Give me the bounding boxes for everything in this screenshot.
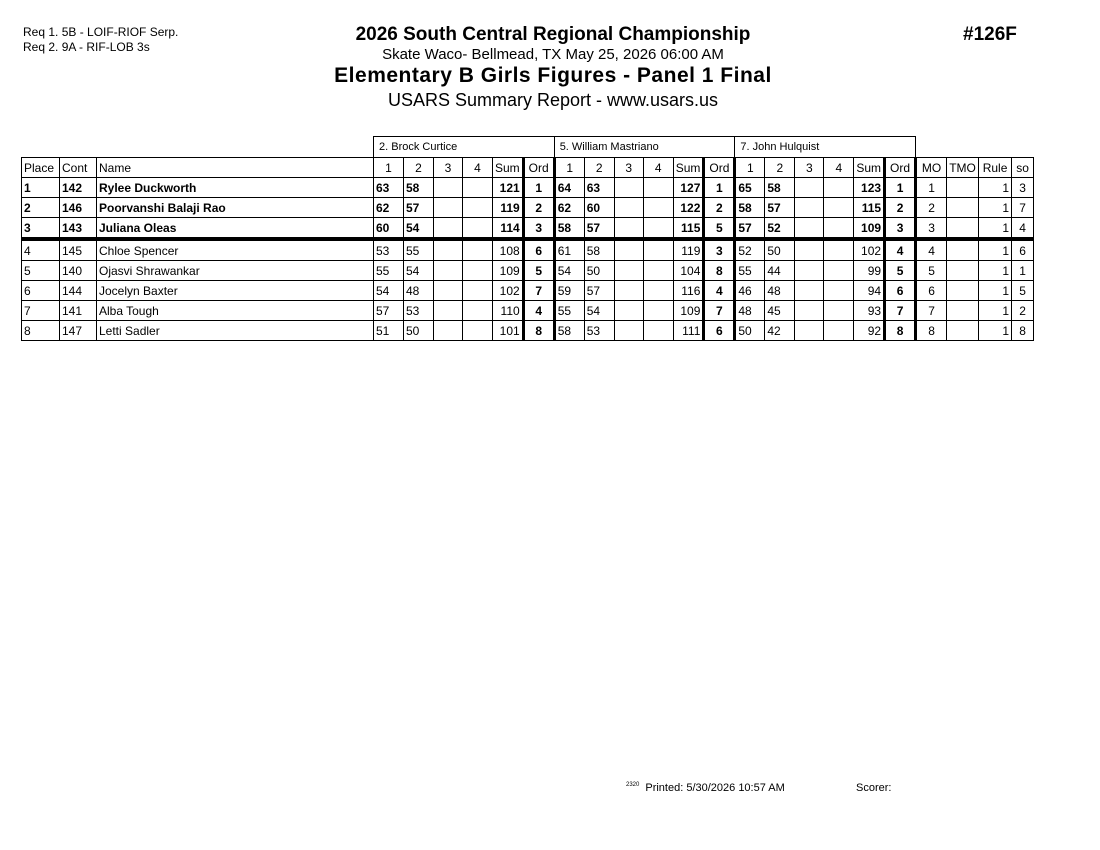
sum-cell: 104 xyxy=(673,261,704,281)
sum-cell: 109 xyxy=(673,301,704,321)
mark-cell xyxy=(643,218,673,240)
so-cell: 6 xyxy=(1012,239,1034,261)
place-cell: 7 xyxy=(22,301,60,321)
mo-cell: 8 xyxy=(916,321,947,341)
mark-cell xyxy=(795,218,824,240)
mark-cell: 55 xyxy=(374,261,404,281)
mark-cell: 61 xyxy=(554,239,584,261)
mo-cell: 3 xyxy=(916,218,947,240)
col-header-mark-3: 3 xyxy=(795,158,824,178)
table-row xyxy=(22,301,1034,321)
judge-row xyxy=(22,137,1034,158)
col-header-mo: MO xyxy=(916,158,947,178)
judge-2-name: 5. William Mastriano xyxy=(554,137,735,158)
rule-cell: 1 xyxy=(979,198,1012,218)
sum-cell: 115 xyxy=(854,198,885,218)
mark-cell xyxy=(614,281,643,301)
so-cell: 4 xyxy=(1012,218,1034,240)
mark-cell xyxy=(434,178,463,198)
ord-cell: 1 xyxy=(704,178,735,198)
col-header-ord: Ord xyxy=(885,158,916,178)
mark-cell: 58 xyxy=(735,198,765,218)
col-header-sum: Sum xyxy=(493,158,524,178)
report-title: USARS Summary Report - www.usars.us xyxy=(387,90,719,110)
mo-cell: 4 xyxy=(916,239,947,261)
table-row xyxy=(22,239,1034,261)
mark-cell: 55 xyxy=(554,301,584,321)
mark-cell: 58 xyxy=(404,178,434,198)
mark-cell xyxy=(824,301,854,321)
mark-cell xyxy=(795,239,824,261)
name-cell: Letti Sadler xyxy=(97,321,374,341)
place-cell: 1 xyxy=(22,178,60,198)
mo-cell: 1 xyxy=(916,178,947,198)
ord-cell: 8 xyxy=(704,261,735,281)
ord-cell: 6 xyxy=(704,321,735,341)
judge-1-name: 2. Brock Curtice xyxy=(374,137,555,158)
col-header-mark-1: 1 xyxy=(735,158,765,178)
mark-cell xyxy=(463,281,493,301)
mark-cell: 54 xyxy=(584,301,614,321)
ord-cell: 2 xyxy=(523,198,554,218)
col-header-mark-4: 4 xyxy=(824,158,854,178)
tmo-cell xyxy=(947,261,979,281)
mark-cell xyxy=(643,239,673,261)
place-cell: 4 xyxy=(22,239,60,261)
ord-cell: 4 xyxy=(523,301,554,321)
place-cell: 5 xyxy=(22,261,60,281)
so-cell: 2 xyxy=(1012,301,1034,321)
mark-cell: 57 xyxy=(765,198,795,218)
mark-cell: 55 xyxy=(404,239,434,261)
mark-cell: 64 xyxy=(554,178,584,198)
requirements xyxy=(23,25,178,55)
name-cell: Juliana Oleas xyxy=(97,218,374,240)
table-row xyxy=(22,261,1034,281)
mark-cell: 48 xyxy=(404,281,434,301)
mark-cell: 52 xyxy=(735,239,765,261)
mark-cell xyxy=(434,198,463,218)
table-row xyxy=(22,198,1034,218)
mark-cell: 53 xyxy=(584,321,614,341)
venue-date: Skate Waco- Bellmead, TX May 25, 2026 06:00 AM xyxy=(382,46,724,63)
mark-cell: 50 xyxy=(584,261,614,281)
col-header-mark-2: 2 xyxy=(765,158,795,178)
ord-cell: 3 xyxy=(704,239,735,261)
scorer-label: Scorer: xyxy=(856,782,892,794)
mark-cell xyxy=(614,239,643,261)
tmo-cell xyxy=(947,239,979,261)
mark-cell xyxy=(643,281,673,301)
mark-cell: 58 xyxy=(554,218,584,240)
mark-cell xyxy=(824,218,854,240)
col-header-place: Place xyxy=(22,158,60,178)
mark-cell xyxy=(434,321,463,341)
sum-cell: 122 xyxy=(673,198,704,218)
col-header-cont: Cont xyxy=(60,158,97,178)
col-header-ord: Ord xyxy=(704,158,735,178)
mark-cell: 54 xyxy=(404,218,434,240)
mo-cell: 6 xyxy=(916,281,947,301)
col-header-mark-2: 2 xyxy=(584,158,614,178)
mark-cell: 48 xyxy=(765,281,795,301)
mark-cell xyxy=(434,301,463,321)
mark-cell: 55 xyxy=(735,261,765,281)
requirement-1: Req 1. 5B - LOIF-RIOF Serp. xyxy=(23,25,179,39)
mark-cell xyxy=(463,239,493,261)
sum-cell: 108 xyxy=(493,239,524,261)
so-cell: 5 xyxy=(1012,281,1034,301)
ord-cell: 3 xyxy=(885,218,916,240)
so-cell: 8 xyxy=(1012,321,1034,341)
mark-cell: 57 xyxy=(584,281,614,301)
mark-cell: 46 xyxy=(735,281,765,301)
mark-cell xyxy=(643,198,673,218)
cont-cell: 146 xyxy=(60,198,97,218)
table-row xyxy=(22,178,1034,198)
sum-cell: 123 xyxy=(854,178,885,198)
rule-cell: 1 xyxy=(979,281,1012,301)
place-cell: 3 xyxy=(22,218,60,240)
mark-cell: 54 xyxy=(374,281,404,301)
mark-cell xyxy=(614,301,643,321)
mark-cell xyxy=(795,281,824,301)
col-header-mark-4: 4 xyxy=(643,158,673,178)
col-header-mark-1: 1 xyxy=(374,158,404,178)
cont-cell: 147 xyxy=(60,321,97,341)
mark-cell: 57 xyxy=(584,218,614,240)
mark-cell: 60 xyxy=(374,218,404,240)
mark-cell: 54 xyxy=(554,261,584,281)
sum-cell: 115 xyxy=(673,218,704,240)
mark-cell: 63 xyxy=(584,178,614,198)
mark-cell: 58 xyxy=(554,321,584,341)
ord-cell: 1 xyxy=(523,178,554,198)
mark-cell: 50 xyxy=(404,321,434,341)
ord-cell: 5 xyxy=(523,261,554,281)
report-code: 2320 xyxy=(626,782,640,788)
mark-cell: 57 xyxy=(404,198,434,218)
ord-cell: 5 xyxy=(885,261,916,281)
mark-cell xyxy=(434,218,463,240)
results-table xyxy=(21,136,1034,341)
sum-cell: 109 xyxy=(854,218,885,240)
mark-cell: 59 xyxy=(554,281,584,301)
mark-cell: 58 xyxy=(765,178,795,198)
mark-cell: 52 xyxy=(765,218,795,240)
mark-cell xyxy=(643,178,673,198)
col-header-mark-4: 4 xyxy=(463,158,493,178)
ord-cell: 8 xyxy=(885,321,916,341)
col-header-sum: Sum xyxy=(854,158,885,178)
sum-cell: 102 xyxy=(493,281,524,301)
table-row xyxy=(22,218,1034,240)
col-header-sum: Sum xyxy=(673,158,704,178)
sum-cell: 92 xyxy=(854,321,885,341)
so-cell: 3 xyxy=(1012,178,1034,198)
table-row xyxy=(22,281,1034,301)
mark-cell: 51 xyxy=(374,321,404,341)
place-cell: 6 xyxy=(22,281,60,301)
mark-cell xyxy=(824,178,854,198)
tmo-cell xyxy=(947,178,979,198)
mark-cell xyxy=(795,198,824,218)
sum-cell: 99 xyxy=(854,261,885,281)
mark-cell: 50 xyxy=(735,321,765,341)
name-cell: Chloe Spencer xyxy=(97,239,374,261)
requirement-2: Req 2. 9A - RIF-LOB 3s xyxy=(23,40,150,54)
mark-cell xyxy=(824,198,854,218)
mark-cell: 62 xyxy=(554,198,584,218)
mark-cell xyxy=(614,321,643,341)
rule-cell: 1 xyxy=(979,178,1012,198)
sum-cell: 121 xyxy=(493,178,524,198)
mark-cell xyxy=(824,281,854,301)
mark-cell xyxy=(795,321,824,341)
rule-cell: 1 xyxy=(979,321,1012,341)
col-header-tmo: TMO xyxy=(947,158,979,178)
col-header-name: Name xyxy=(97,158,374,178)
mark-cell: 63 xyxy=(374,178,404,198)
mark-cell xyxy=(463,321,493,341)
mark-cell xyxy=(824,321,854,341)
mark-cell: 54 xyxy=(404,261,434,281)
mark-cell xyxy=(824,261,854,281)
col-header-mark-3: 3 xyxy=(434,158,463,178)
col-header-mark-3: 3 xyxy=(614,158,643,178)
ord-cell: 7 xyxy=(704,301,735,321)
mark-cell: 58 xyxy=(584,239,614,261)
sum-cell: 119 xyxy=(673,239,704,261)
name-cell: Rylee Duckworth xyxy=(97,178,374,198)
name-cell: Jocelyn Baxter xyxy=(97,281,374,301)
tmo-cell xyxy=(947,301,979,321)
mo-cell: 5 xyxy=(916,261,947,281)
sum-cell: 127 xyxy=(673,178,704,198)
judge-3-name: 7. John Hulquist xyxy=(735,137,916,158)
rule-cell: 1 xyxy=(979,218,1012,240)
mark-cell xyxy=(463,261,493,281)
table-row xyxy=(22,321,1034,341)
mark-cell xyxy=(824,239,854,261)
tmo-cell xyxy=(947,321,979,341)
ord-cell: 4 xyxy=(885,239,916,261)
ord-cell: 6 xyxy=(523,239,554,261)
col-header-rule: Rule xyxy=(979,158,1012,178)
ord-cell: 5 xyxy=(704,218,735,240)
mark-cell xyxy=(614,198,643,218)
mark-cell: 42 xyxy=(765,321,795,341)
event-name: Elementary B Girls Figures - Panel 1 Final xyxy=(334,64,772,87)
rule-cell: 1 xyxy=(979,261,1012,281)
mark-cell: 57 xyxy=(735,218,765,240)
rule-cell: 1 xyxy=(979,301,1012,321)
mark-cell xyxy=(463,178,493,198)
sum-cell: 119 xyxy=(493,198,524,218)
event-number: #126F xyxy=(963,24,1017,45)
so-cell: 7 xyxy=(1012,198,1034,218)
mark-cell: 53 xyxy=(374,239,404,261)
mark-cell xyxy=(643,261,673,281)
ord-cell: 2 xyxy=(704,198,735,218)
ord-cell: 6 xyxy=(885,281,916,301)
cont-cell: 141 xyxy=(60,301,97,321)
tmo-cell xyxy=(947,281,979,301)
mark-cell: 65 xyxy=(735,178,765,198)
ord-cell: 1 xyxy=(885,178,916,198)
sum-cell: 109 xyxy=(493,261,524,281)
mark-cell: 57 xyxy=(374,301,404,321)
mark-cell xyxy=(463,198,493,218)
mark-cell xyxy=(614,178,643,198)
mo-cell: 7 xyxy=(916,301,947,321)
mark-cell: 60 xyxy=(584,198,614,218)
mark-cell xyxy=(463,301,493,321)
place-cell: 2 xyxy=(22,198,60,218)
mark-cell xyxy=(434,239,463,261)
sum-cell: 93 xyxy=(854,301,885,321)
column-header-row xyxy=(22,158,1034,178)
competition-title: 2026 South Central Regional Championship xyxy=(355,24,751,45)
so-cell: 1 xyxy=(1012,261,1034,281)
mark-cell: 45 xyxy=(765,301,795,321)
mark-cell xyxy=(643,301,673,321)
cont-cell: 145 xyxy=(60,239,97,261)
cont-cell: 142 xyxy=(60,178,97,198)
tmo-cell xyxy=(947,198,979,218)
sum-cell: 94 xyxy=(854,281,885,301)
mark-cell xyxy=(614,261,643,281)
mark-cell: 53 xyxy=(404,301,434,321)
sum-cell: 101 xyxy=(493,321,524,341)
cont-cell: 143 xyxy=(60,218,97,240)
sum-cell: 114 xyxy=(493,218,524,240)
mark-cell xyxy=(434,281,463,301)
mark-cell xyxy=(614,218,643,240)
name-cell: Ojasvi Shrawankar xyxy=(97,261,374,281)
printed-info xyxy=(626,782,785,794)
ord-cell: 8 xyxy=(523,321,554,341)
cont-cell: 140 xyxy=(60,261,97,281)
ord-cell: 7 xyxy=(885,301,916,321)
ord-cell: 7 xyxy=(523,281,554,301)
col-header-ord: Ord xyxy=(523,158,554,178)
name-cell: Poorvanshi Balaji Rao xyxy=(97,198,374,218)
ord-cell: 3 xyxy=(523,218,554,240)
mark-cell xyxy=(463,218,493,240)
mark-cell xyxy=(795,178,824,198)
mark-cell xyxy=(434,261,463,281)
sum-cell: 110 xyxy=(493,301,524,321)
col-header-so: so xyxy=(1012,158,1034,178)
col-header-mark-1: 1 xyxy=(554,158,584,178)
col-header-mark-2: 2 xyxy=(404,158,434,178)
mark-cell xyxy=(795,261,824,281)
sum-cell: 102 xyxy=(854,239,885,261)
mo-cell: 2 xyxy=(916,198,947,218)
tmo-cell xyxy=(947,218,979,240)
ord-cell: 2 xyxy=(885,198,916,218)
mark-cell: 62 xyxy=(374,198,404,218)
mark-cell xyxy=(643,321,673,341)
cont-cell: 144 xyxy=(60,281,97,301)
sum-cell: 116 xyxy=(673,281,704,301)
sum-cell: 111 xyxy=(673,321,704,341)
ord-cell: 4 xyxy=(704,281,735,301)
mark-cell: 44 xyxy=(765,261,795,281)
mark-cell: 48 xyxy=(735,301,765,321)
mark-cell xyxy=(795,301,824,321)
mark-cell: 50 xyxy=(765,239,795,261)
rule-cell: 1 xyxy=(979,239,1012,261)
name-cell: Alba Tough xyxy=(97,301,374,321)
printed-timestamp: Printed: 5/30/2026 10:57 AM xyxy=(645,782,785,794)
place-cell: 8 xyxy=(22,321,60,341)
